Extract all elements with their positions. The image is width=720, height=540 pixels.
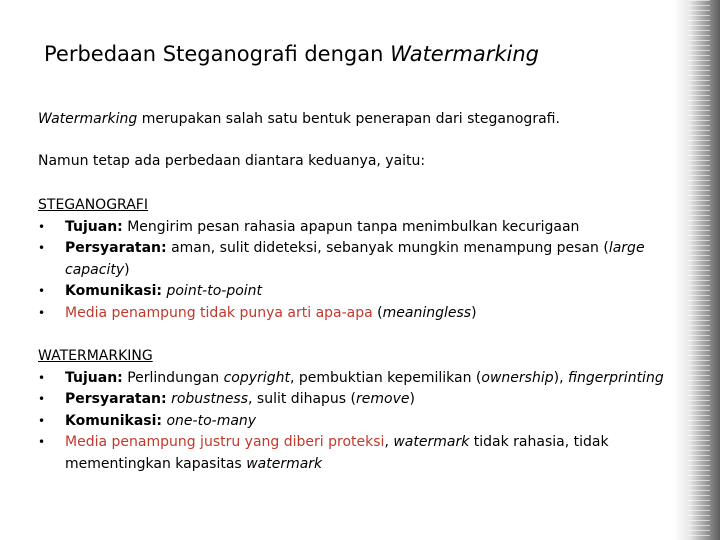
list-item: • Komunikasi: one-to-many xyxy=(38,411,668,433)
list-item: • Persyaratan: robustness, sulit dihapus (remove) xyxy=(38,389,668,411)
list-item: • Media penampung justru yang diberi proteksi, watermark tidak rahasia, tidak mementingkan kapasitas watermark xyxy=(38,432,668,475)
list-item: • Media penampung tidak punya arti apa-apa (meaningless) xyxy=(38,303,668,325)
slide-title: Perbedaan Steganografi dengan Watermarking xyxy=(44,42,539,66)
list-item: • Komunikasi: point-to-point xyxy=(38,281,668,303)
watermarking-list xyxy=(38,368,668,476)
steganografi-heading: STEGANOGRAFI xyxy=(38,197,148,213)
decorative-edge-stripes xyxy=(688,0,710,540)
watermarking-section xyxy=(38,346,668,475)
list-item: • Tujuan: Mengirim pesan rahasia apapun tanpa menimbulkan kecurigaan xyxy=(38,217,668,239)
list-item: • Tujuan: Perlindungan copyright, pembuktian kepemilikan (ownership), fingerprinting xyxy=(38,368,668,390)
intro-paragraph: Watermarking merupakan salah satu bentuk penerapan dari steganografi. xyxy=(38,111,560,127)
watermarking-heading: WATERMARKING xyxy=(38,348,153,364)
steganografi-list xyxy=(38,217,668,325)
steganografi-section xyxy=(38,195,668,324)
list-item: • Persyaratan: aman, sulit dideteksi, sebanyak mungkin menampung pesan (large capacity) xyxy=(38,238,668,281)
note-paragraph: Namun tetap ada perbedaan diantara keduanya, yaitu: xyxy=(38,153,426,169)
